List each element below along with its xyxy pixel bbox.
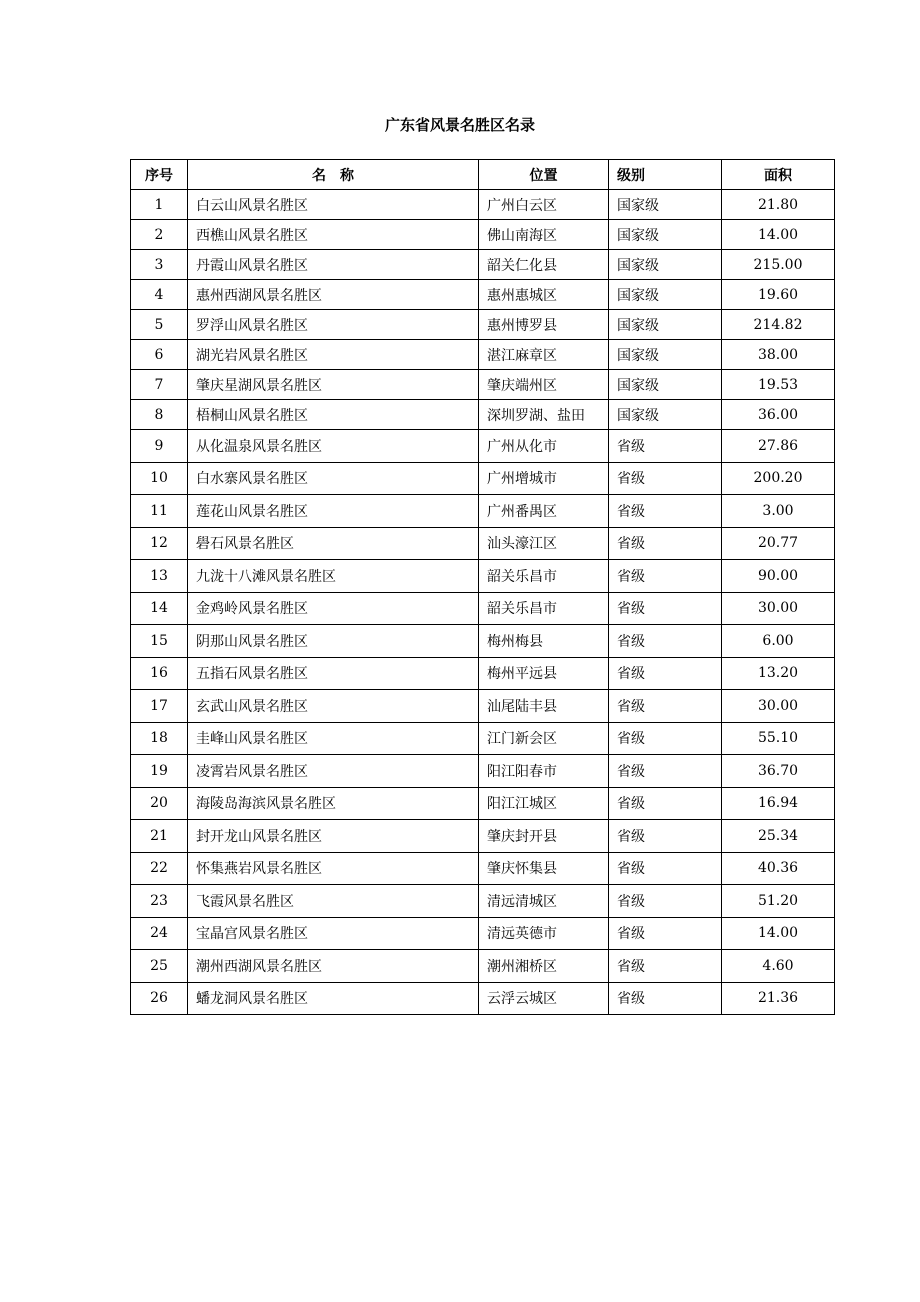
cell-level: 省级 (609, 917, 722, 950)
cell-level: 省级 (609, 462, 722, 495)
cell-location: 广州增城市 (479, 462, 609, 495)
cell-location: 湛江麻章区 (479, 340, 609, 370)
cell-name: 惠州西湖风景名胜区 (188, 280, 479, 310)
cell-name: 肇庆星湖风景名胜区 (188, 370, 479, 400)
cell-location: 阳江江城区 (479, 787, 609, 820)
table-row (131, 370, 835, 400)
cell-area: 14.00 (722, 917, 835, 950)
cell-name: 湖光岩风景名胜区 (188, 340, 479, 370)
header-location: 位置 (479, 160, 609, 190)
cell-area: 4.60 (722, 950, 835, 983)
cell-area: 30.00 (722, 592, 835, 625)
cell-area: 36.70 (722, 755, 835, 788)
cell-area: 3.00 (722, 495, 835, 528)
cell-location: 潮州湘桥区 (479, 950, 609, 983)
table-row (131, 722, 835, 755)
cell-no: 1 (131, 190, 188, 220)
cell-level: 省级 (609, 982, 722, 1015)
cell-location: 韶关仁化县 (479, 250, 609, 280)
cell-location: 广州从化市 (479, 430, 609, 463)
table-row (131, 190, 835, 220)
cell-location: 肇庆怀集县 (479, 852, 609, 885)
cell-area: 13.20 (722, 657, 835, 690)
cell-level: 国家级 (609, 340, 722, 370)
cell-name: 宝晶宫风景名胜区 (188, 917, 479, 950)
cell-area: 51.20 (722, 885, 835, 918)
table-row (131, 917, 835, 950)
cell-no: 25 (131, 950, 188, 983)
cell-name: 圭峰山风景名胜区 (188, 722, 479, 755)
table-row (131, 657, 835, 690)
cell-name: 怀集燕岩风景名胜区 (188, 852, 479, 885)
cell-no: 6 (131, 340, 188, 370)
cell-location: 云浮云城区 (479, 982, 609, 1015)
cell-location: 广州白云区 (479, 190, 609, 220)
header-level: 级别 (609, 160, 722, 190)
cell-location: 清远清城区 (479, 885, 609, 918)
cell-location: 广州番禺区 (479, 495, 609, 528)
cell-no: 17 (131, 690, 188, 723)
cell-no: 2 (131, 220, 188, 250)
table-row (131, 982, 835, 1015)
cell-location: 韶关乐昌市 (479, 592, 609, 625)
cell-level: 国家级 (609, 220, 722, 250)
page-title: 广东省风景名胜区名录 (384, 116, 535, 134)
cell-no: 20 (131, 787, 188, 820)
cell-location: 惠州惠城区 (479, 280, 609, 310)
table-row (131, 625, 835, 658)
table-row (131, 560, 835, 593)
cell-level: 省级 (609, 527, 722, 560)
cell-area: 20.77 (722, 527, 835, 560)
cell-level: 省级 (609, 852, 722, 885)
cell-name: 白水寨风景名胜区 (188, 462, 479, 495)
table-row (131, 430, 835, 463)
table-row (131, 462, 835, 495)
scenic-area-table (130, 159, 835, 1015)
cell-level: 国家级 (609, 310, 722, 340)
cell-area: 214.82 (722, 310, 835, 340)
cell-area: 55.10 (722, 722, 835, 755)
cell-level: 国家级 (609, 280, 722, 310)
table-row (131, 310, 835, 340)
cell-area: 215.00 (722, 250, 835, 280)
cell-no: 13 (131, 560, 188, 593)
table-row (131, 690, 835, 723)
cell-area: 36.00 (722, 400, 835, 430)
cell-level: 省级 (609, 560, 722, 593)
cell-level: 省级 (609, 722, 722, 755)
cell-level: 省级 (609, 755, 722, 788)
cell-no: 24 (131, 917, 188, 950)
cell-name: 潮州西湖风景名胜区 (188, 950, 479, 983)
table-row (131, 250, 835, 280)
table-row (131, 340, 835, 370)
cell-area: 25.34 (722, 820, 835, 853)
cell-name: 礐石风景名胜区 (188, 527, 479, 560)
cell-no: 22 (131, 852, 188, 885)
table-header-row (131, 160, 835, 190)
cell-area: 27.86 (722, 430, 835, 463)
cell-level: 省级 (609, 820, 722, 853)
cell-no: 16 (131, 657, 188, 690)
cell-level: 省级 (609, 430, 722, 463)
cell-level: 省级 (609, 625, 722, 658)
cell-area: 21.80 (722, 190, 835, 220)
cell-name: 丹霞山风景名胜区 (188, 250, 479, 280)
cell-location: 清远英德市 (479, 917, 609, 950)
cell-name: 梧桐山风景名胜区 (188, 400, 479, 430)
cell-name: 九泷十八滩风景名胜区 (188, 560, 479, 593)
cell-name: 金鸡岭风景名胜区 (188, 592, 479, 625)
table-row (131, 820, 835, 853)
cell-no: 4 (131, 280, 188, 310)
header-name: 名 称 (188, 160, 479, 190)
cell-no: 15 (131, 625, 188, 658)
table-row (131, 787, 835, 820)
cell-no: 3 (131, 250, 188, 280)
table-row (131, 527, 835, 560)
cell-level: 国家级 (609, 370, 722, 400)
cell-level: 省级 (609, 885, 722, 918)
cell-level: 省级 (609, 950, 722, 983)
cell-location: 肇庆端州区 (479, 370, 609, 400)
table-row (131, 220, 835, 250)
cell-area: 40.36 (722, 852, 835, 885)
cell-location: 阳江阳春市 (479, 755, 609, 788)
cell-area: 19.60 (722, 280, 835, 310)
cell-name: 海陵岛海滨风景名胜区 (188, 787, 479, 820)
table-row (131, 280, 835, 310)
header-no: 序号 (131, 160, 188, 190)
cell-no: 18 (131, 722, 188, 755)
cell-area: 19.53 (722, 370, 835, 400)
cell-name: 白云山风景名胜区 (188, 190, 479, 220)
cell-level: 省级 (609, 495, 722, 528)
cell-area: 16.94 (722, 787, 835, 820)
cell-location: 肇庆封开县 (479, 820, 609, 853)
cell-name: 五指石风景名胜区 (188, 657, 479, 690)
cell-name: 阴那山风景名胜区 (188, 625, 479, 658)
cell-no: 26 (131, 982, 188, 1015)
cell-no: 11 (131, 495, 188, 528)
cell-location: 深圳罗湖、盐田 (479, 400, 609, 430)
cell-location: 汕头濠江区 (479, 527, 609, 560)
cell-name: 凌霄岩风景名胜区 (188, 755, 479, 788)
cell-name: 玄武山风景名胜区 (188, 690, 479, 723)
cell-no: 9 (131, 430, 188, 463)
table-row (131, 592, 835, 625)
header-area: 面积 (722, 160, 835, 190)
cell-no: 23 (131, 885, 188, 918)
cell-location: 佛山南海区 (479, 220, 609, 250)
cell-level: 省级 (609, 690, 722, 723)
cell-name: 封开龙山风景名胜区 (188, 820, 479, 853)
cell-no: 19 (131, 755, 188, 788)
cell-level: 省级 (609, 657, 722, 690)
cell-area: 200.20 (722, 462, 835, 495)
cell-level: 国家级 (609, 400, 722, 430)
table-row (131, 885, 835, 918)
cell-level: 省级 (609, 592, 722, 625)
cell-name: 从化温泉风景名胜区 (188, 430, 479, 463)
cell-no: 10 (131, 462, 188, 495)
table-row (131, 852, 835, 885)
cell-location: 惠州博罗县 (479, 310, 609, 340)
cell-location: 汕尾陆丰县 (479, 690, 609, 723)
cell-level: 省级 (609, 787, 722, 820)
cell-area: 30.00 (722, 690, 835, 723)
cell-name: 蟠龙洞风景名胜区 (188, 982, 479, 1015)
cell-name: 莲花山风景名胜区 (188, 495, 479, 528)
cell-area: 21.36 (722, 982, 835, 1015)
cell-area: 14.00 (722, 220, 835, 250)
table-row (131, 755, 835, 788)
cell-location: 江门新会区 (479, 722, 609, 755)
cell-no: 8 (131, 400, 188, 430)
table-row (131, 950, 835, 983)
cell-no: 7 (131, 370, 188, 400)
cell-name: 罗浮山风景名胜区 (188, 310, 479, 340)
cell-area: 90.00 (722, 560, 835, 593)
cell-no: 5 (131, 310, 188, 340)
table-row (131, 495, 835, 528)
cell-no: 12 (131, 527, 188, 560)
cell-no: 14 (131, 592, 188, 625)
cell-location: 梅州梅县 (479, 625, 609, 658)
cell-level: 国家级 (609, 190, 722, 220)
cell-name: 西樵山风景名胜区 (188, 220, 479, 250)
cell-area: 38.00 (722, 340, 835, 370)
cell-location: 韶关乐昌市 (479, 560, 609, 593)
cell-name: 飞霞风景名胜区 (188, 885, 479, 918)
table-row (131, 400, 835, 430)
cell-level: 国家级 (609, 250, 722, 280)
cell-area: 6.00 (722, 625, 835, 658)
cell-no: 21 (131, 820, 188, 853)
cell-location: 梅州平远县 (479, 657, 609, 690)
